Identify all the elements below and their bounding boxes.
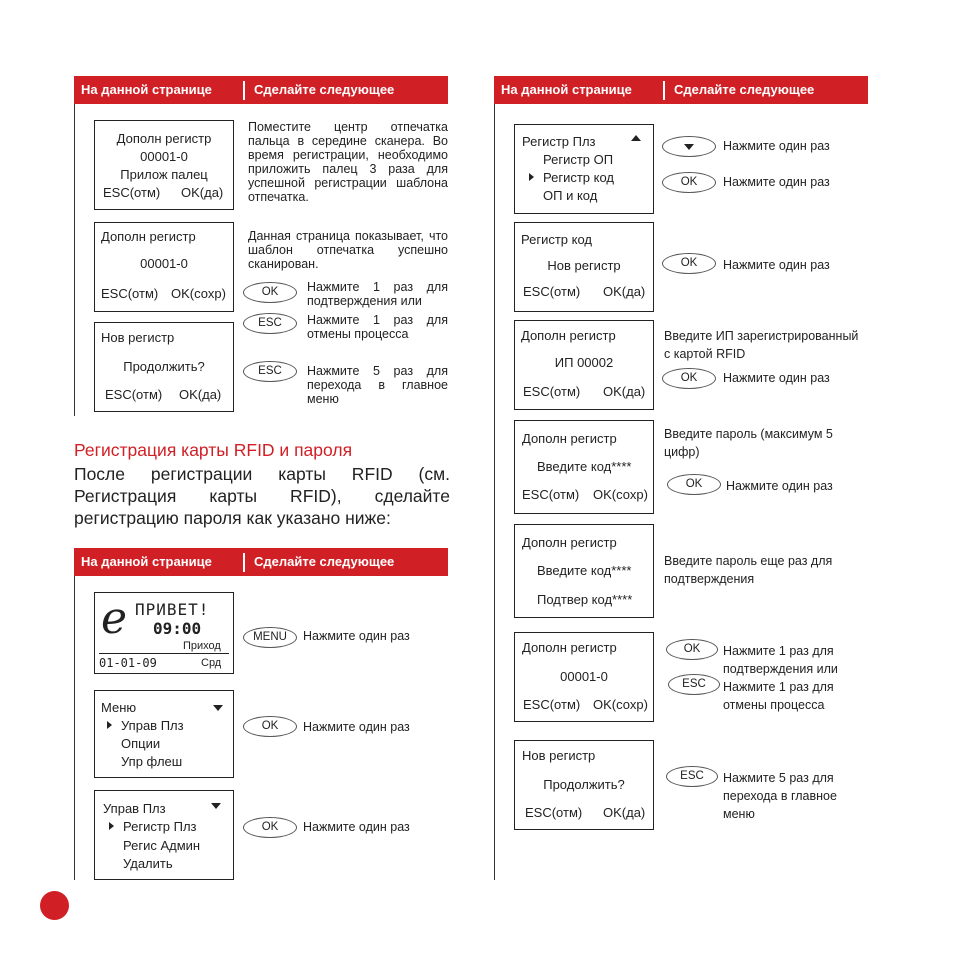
- instruction-text: Нажмите один раз: [303, 629, 410, 643]
- ok-button[interactable]: OK: [243, 282, 297, 303]
- screen-line: ОП и код: [543, 188, 598, 203]
- screen-line: Подтвер код****: [537, 592, 633, 607]
- page-marker: [40, 891, 69, 920]
- esc-button[interactable]: ESC: [243, 361, 297, 382]
- table-border: [74, 104, 75, 416]
- screen-line: Дополн регистр: [521, 328, 616, 343]
- scroll-up-icon: [631, 135, 641, 141]
- screen-line: Дополн регистр: [522, 535, 617, 550]
- screen-line: Упр флеш: [121, 754, 183, 769]
- instruction-text: Нажмите один раз: [723, 371, 830, 385]
- instruction-text: Нажмите 5 раз для перехода в главное меню: [723, 771, 837, 821]
- device-screen: [94, 592, 234, 674]
- device-screen: [514, 740, 654, 830]
- screen-line: ESC(отм): [105, 387, 163, 402]
- device-screen: [514, 632, 654, 722]
- esc-button[interactable]: ESC: [668, 674, 720, 695]
- ok-button[interactable]: OK: [662, 172, 716, 193]
- selection-arrow-icon: [109, 822, 114, 830]
- screen-line: OK(сохр): [171, 286, 226, 301]
- header-divider: [663, 81, 665, 100]
- day-text: Срд: [201, 657, 222, 669]
- device-screen: [94, 222, 234, 312]
- header-divider: [243, 553, 245, 572]
- table-border: [494, 104, 495, 880]
- ok-button[interactable]: OK: [243, 817, 297, 838]
- ok-button[interactable]: OK: [662, 368, 716, 389]
- header-divider: [243, 81, 245, 100]
- selection-arrow-icon: [529, 173, 534, 181]
- screen-line: Регистр код: [543, 170, 614, 185]
- table-header: [74, 548, 448, 576]
- device-screen: [514, 524, 654, 618]
- status-text: Приход: [183, 640, 221, 652]
- screen-line: Нов регистр: [522, 748, 596, 763]
- table-header: [494, 76, 868, 104]
- screen-line: Регистр ОП: [543, 152, 614, 167]
- screen-line: ESC(отм): [103, 185, 161, 200]
- ok-button[interactable]: OK: [667, 474, 721, 495]
- instruction-text: Нажмите один раз: [723, 139, 830, 153]
- section-title: Регистрация карты RFID и пароля: [74, 440, 353, 460]
- device-screen: [514, 320, 654, 410]
- screen-line: ИП 00002: [554, 355, 614, 370]
- clock-time: 09:00: [153, 619, 202, 638]
- esc-button[interactable]: ESC: [666, 766, 718, 787]
- header-col-page: На данной странице: [501, 82, 632, 97]
- ok-button[interactable]: OK: [666, 639, 718, 660]
- screen-line: Введите код****: [537, 459, 632, 474]
- screen-line: Прилож палец: [120, 167, 208, 182]
- screen-line: Меню: [101, 700, 137, 715]
- scroll-down-icon: [213, 705, 223, 711]
- device-screen: [514, 222, 654, 312]
- screen-line: Дополн регистр: [116, 131, 212, 146]
- screen-line: 00001-0: [140, 149, 188, 164]
- header-col-action: Сделайте следующее: [254, 554, 395, 569]
- esc-button[interactable]: ESC: [243, 313, 297, 334]
- device-screen: [514, 124, 654, 214]
- screen-line: Регистр Плз: [123, 819, 197, 834]
- device-screen: [94, 120, 234, 210]
- greeting-text: ПРИВЕТ!: [135, 600, 210, 619]
- screen-line: Удалить: [123, 856, 173, 871]
- screen-line: 00001-0: [560, 669, 608, 684]
- instruction-text: Нажмите 1 раз для подтверждения или: [723, 644, 838, 676]
- screen-line: Дополн регистр: [522, 640, 617, 655]
- screen-line: ESC(отм): [525, 805, 583, 820]
- instruction-text: Нажмите один раз: [303, 820, 410, 834]
- instruction-text: Нажмите 1 раз для подтверждения или: [307, 280, 448, 308]
- screen-line: Опции: [121, 736, 161, 751]
- instruction-text: Нажмите 1 раз для отмены процесса: [307, 313, 448, 341]
- screen-line: ESC(отм): [523, 384, 581, 399]
- instruction-text: Данная страница показывает, что шаблон отпечатка успешно сканирован.: [248, 229, 448, 271]
- screen-line: OK(сохр): [593, 487, 648, 502]
- screen-line: Продолжить?: [543, 777, 625, 792]
- screen-line: OK(да): [179, 387, 222, 402]
- screen-line: ESC(отм): [523, 697, 581, 712]
- device-screen: [94, 790, 234, 880]
- e-logo-icon: e: [101, 593, 128, 644]
- screen-line: OK(да): [603, 805, 646, 820]
- instruction-text: Нажмите 5 раз для перехода в главное меню: [307, 364, 448, 406]
- screen-line: OK(да): [603, 384, 646, 399]
- header-col-page: На данной странице: [81, 82, 212, 97]
- table-border: [74, 576, 75, 880]
- scroll-down-icon: [211, 803, 221, 809]
- screen-line: Нов регистр: [101, 330, 175, 345]
- screen-line: Регис Админ: [123, 838, 201, 853]
- device-screen: [514, 420, 654, 514]
- menu-button[interactable]: MENU: [243, 627, 297, 648]
- screen-line: Продолжить?: [123, 359, 205, 374]
- screen-line: ESC(отм): [101, 286, 159, 301]
- screen-line: Введите код****: [537, 563, 632, 578]
- header-col-action: Сделайте следующее: [674, 82, 815, 97]
- header-col-action: Сделайте следующее: [254, 82, 395, 97]
- instruction-text: Нажмите один раз: [303, 720, 410, 734]
- instruction-text: Введите пароль (максимум 5 цифр): [664, 427, 833, 459]
- ok-button[interactable]: OK: [243, 716, 297, 737]
- screen-line: Управ Плз: [121, 718, 184, 733]
- screen-line: Дополн регистр: [522, 431, 617, 446]
- down-arrow-button[interactable]: [662, 136, 716, 157]
- instruction-text: Введите ИП зарегистрированный с картой RFID: [664, 329, 859, 361]
- device-screen: [94, 690, 234, 778]
- screen-line: 00001-0: [140, 256, 188, 271]
- instruction-text: Поместите центр отпечатка пальца в середине сканера. Во время регистрации, необходимо приложить палец 3 раза для успешной регистрации шаблона отпечатка.: [248, 120, 448, 204]
- screen-line: ESC(отм): [522, 487, 580, 502]
- screen-line: Регистр Плз: [522, 134, 596, 149]
- table-header: [74, 76, 448, 104]
- device-screen: [94, 322, 234, 412]
- screen-line: Нов регистр: [547, 258, 621, 273]
- instruction-text: Введите пароль еще раз для подтверждения: [664, 554, 833, 586]
- screen-line: OK(сохр): [593, 697, 648, 712]
- selection-arrow-icon: [107, 721, 112, 729]
- screen-line: OK(да): [603, 284, 646, 299]
- instruction-text: Нажмите один раз: [726, 479, 833, 493]
- ok-button[interactable]: OK: [662, 253, 716, 274]
- screen-line: ESC(отм): [523, 284, 581, 299]
- screen-line: Дополн регистр: [101, 229, 196, 244]
- header-col-page: На данной странице: [81, 554, 212, 569]
- down-arrow-icon: [684, 144, 694, 150]
- instruction-text: Нажмите 1 раз для отмены процесса: [723, 680, 834, 712]
- screen-line: Управ Плз: [103, 801, 166, 816]
- screen-line: Регистр код: [521, 232, 592, 247]
- instruction-text: Нажмите один раз: [723, 175, 830, 189]
- instruction-text: Нажмите один раз: [723, 258, 830, 272]
- section-body: После регистрации карты RFID (см. Регистрация карты RFID), сделайте регистрацию пароля как указано ниже:: [74, 464, 450, 528]
- date-text: 01-01-09: [99, 656, 157, 670]
- screen-line: OK(да): [181, 185, 224, 200]
